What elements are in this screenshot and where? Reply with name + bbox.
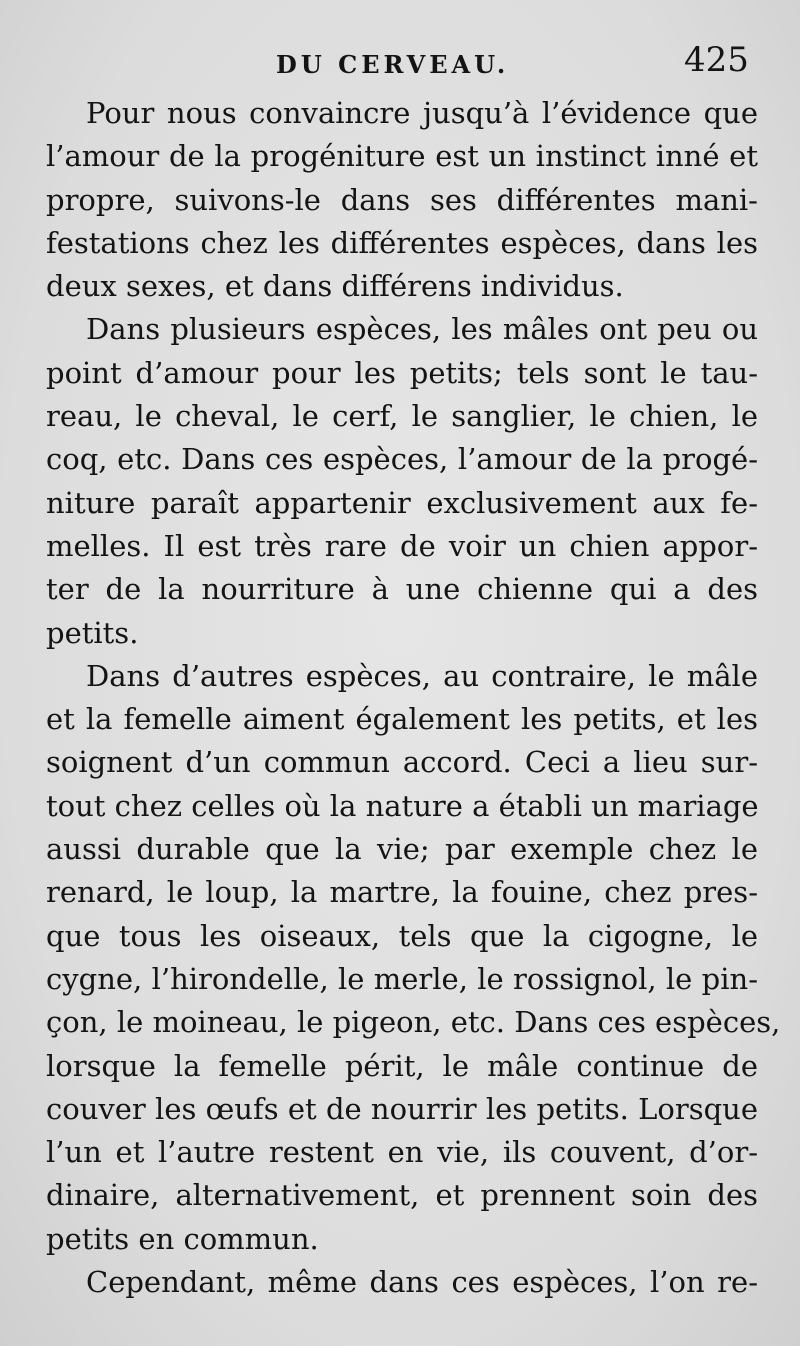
text-line: point d’amour pour les petits; tels sont le tau- xyxy=(46,355,758,390)
text-line: festations chez les différentes espèces, dans les xyxy=(46,225,758,260)
text-line: lorsque la femelle périt, le mâle continue de xyxy=(46,1048,758,1083)
text-line: petits. xyxy=(46,615,139,650)
text-line: Dans d’autres espèces, au contraire, le mâle xyxy=(86,658,758,693)
text-line: soignent d’un commun accord. Ceci a lieu sur- xyxy=(46,745,758,780)
text-line: l’amour de la progéniture est un instinct inné et xyxy=(46,139,758,174)
text-line: tout chez celles où la nature a établi un mariage xyxy=(46,788,759,823)
running-head xyxy=(0,40,800,84)
text-line: couver les œufs et de nourrir les petits. Lorsque xyxy=(46,1091,758,1126)
text-line: ter de la nourriture à une chienne qui a des xyxy=(46,572,758,607)
text-line: renard, le loup, la martre, la fouine, chez pres- xyxy=(46,875,758,910)
text-line: petits en commun. xyxy=(46,1221,319,1256)
text-line: çon, le moineau, le pigeon, etc. Dans ces espèces, xyxy=(46,1005,781,1040)
text-line: melles. Il est très rare de voir un chien appor- xyxy=(46,528,758,563)
text-line: Cependant, même dans ces espèces, l’on re- xyxy=(86,1265,758,1300)
text-line: niture paraît appartenir exclusivement aux fe- xyxy=(46,485,758,520)
running-title: DU CERVEAU. xyxy=(276,50,510,79)
text-line: deux sexes, et dans différens individus. xyxy=(46,269,624,304)
text-line: l’un et l’autre restent en vie, ils couvent, d’or- xyxy=(46,1135,758,1170)
text-line: Pour nous convaincre jusqu’à l’évidence que xyxy=(86,96,758,130)
text-line: dinaire, alternativement, et prennent soin des xyxy=(46,1178,758,1213)
text-line: propre, suivons-le dans ses différentes mani- xyxy=(46,182,758,217)
page-number: 425 xyxy=(684,40,749,80)
text-line: aussi durable que la vie; par exemple chez le xyxy=(46,832,758,867)
text-line: Dans plusieurs espèces, les mâles ont peu ou xyxy=(86,312,758,347)
text-line: que tous les oiseaux, tels que la cigogne, le xyxy=(46,918,758,953)
text-line: coq, etc. Dans ces espèces, l’amour de la progé- xyxy=(46,442,758,477)
text-line: reau, le cheval, le cerf, le sanglier, le chien, le xyxy=(46,399,758,434)
text-line: et la femelle aiment également les petits, et les xyxy=(46,702,758,737)
text-line: cygne, l’hirondelle, le merle, le rossignol, le pin- xyxy=(46,961,758,996)
body-text xyxy=(46,92,781,1304)
